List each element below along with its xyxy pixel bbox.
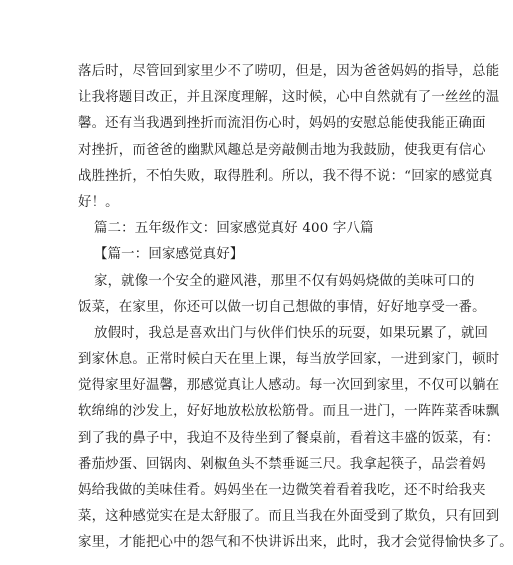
paragraph-line: 放假时，我总是喜欢出门与伙伴们快乐的玩耍，如果玩累了，就回	[94, 325, 489, 341]
paragraph-line: 对挫折，而爸爸的幽默风趣总是旁敲侧击地为我鼓励，使我更有信心	[78, 142, 486, 158]
paragraph-line: 馨。还有当我遇到挫折而流泪伤心时，妈妈的安慰总能使我能正确面	[78, 116, 486, 132]
paragraph-line: 战胜挫折，不怕失败，取得胜利。所以，我不得不说：“回家的感觉真	[78, 168, 493, 184]
subsection-heading: 【篇一：回家感觉真好】	[94, 247, 244, 263]
paragraph-line: 妈给我做的美味佳肴。妈妈坐在一边微笑着看着我吃，还不时给我夹	[78, 483, 486, 498]
paragraph-line: 家里，才能把心中的怨气和不快讲诉出来，此时，我才会觉得愉快多了。	[78, 535, 513, 551]
paragraph-line: 软绵绵的沙发上，好好地放松放松筋骨。而且一进门，一阵阵菜香味飘	[78, 404, 500, 420]
paragraph-line: 饭菜，在家里，你还可以做一切自己想做的事情，好好地享受一番。	[78, 299, 486, 315]
paragraph-line: 落后时，尽管回到家里少不了唠叨，但是，因为爸爸妈妈的指导，总能	[78, 64, 500, 79]
paragraph-line: 让我将题目改正，并且深度理解，这时候，心中自然就有了一丝丝的温	[78, 90, 500, 106]
paragraph-line: 到家休息。正常时候白天在里上课，每当放学回家，一进到家门，顿时	[78, 352, 500, 368]
paragraph-line: 家，就像一个安全的避风港，那里不仅有妈妈烧做的美味可口的	[94, 273, 475, 289]
section-heading: 篇二：五年级作文：回家感觉真好 400 字八篇	[94, 221, 374, 237]
paragraph-line: 到了我的鼻子中，我迫不及待坐到了餐桌前，看着这丰盛的饭菜，有：	[78, 430, 500, 446]
paragraph-line: 觉得家里好温馨，那感觉真让人感动。每一次回到家里，不仅可以躺在	[78, 378, 500, 394]
paragraph-line: 好！。	[78, 194, 119, 210]
paragraph-line: 菜，这种感觉实在是太舒服了。而且当我在外面受到了欺负，只有回到	[78, 509, 500, 525]
paragraph-line: 番茄炒蛋、回锅肉、剁椒鱼头不禁垂诞三尺。我拿起筷子，品尝着妈	[78, 456, 486, 472]
